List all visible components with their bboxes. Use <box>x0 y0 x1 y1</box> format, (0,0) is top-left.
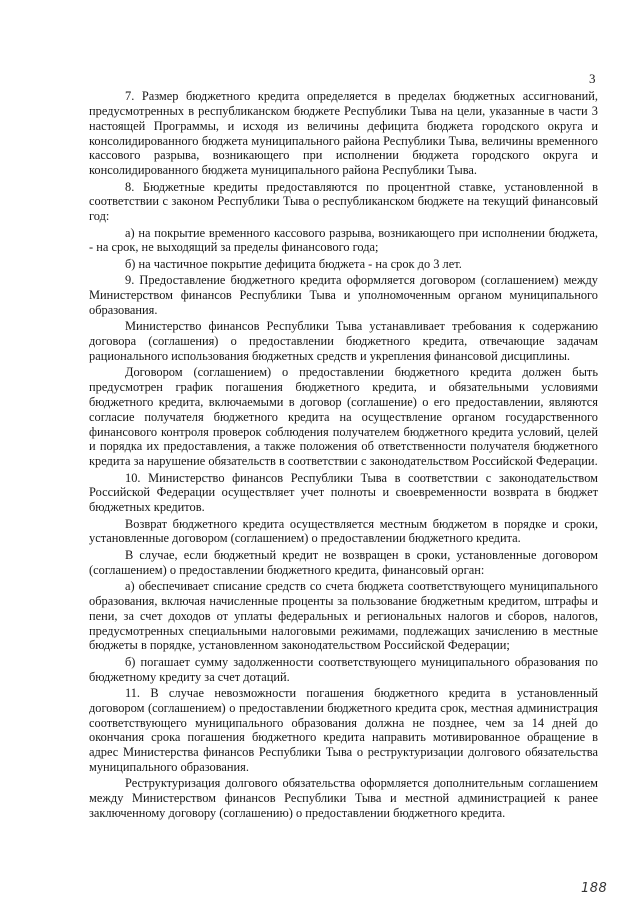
paragraph-10-repayment: Возврат бюджетного кредита осуществляется местным бюджетом в порядке и сроки, установленные договором (соглашением) о предоставлении бюджетного кредита. <box>89 516 598 546</box>
handwritten-page-mark: 188 <box>581 881 608 896</box>
paragraph-9-agreement: 9. Предоставление бюджетного кредита оформляется договором (соглашением) между Министерством финансов Республики Тыва и уполномоченным органом муниципального образования. <box>89 273 598 317</box>
paragraph-8a-cash-gap: а) на покрытие временного кассового разрыва, возникающего при исполнении бюджета, - на срок, не выходящий за пределы финансового года; <box>89 225 598 255</box>
paragraph-10a-write-off: а) обеспечивает списание средств со счета бюджета соответствующего муниципального образования, включая начисленные проценты за пользование бюджетным кредитом, штрафы и пени, за счет доходов от уплаты федеральных и региональных налогов и сборов, налогов, предусмотренных специальными налоговыми режимами, подлежащих зачислению в местные бюджеты в порядке, установленном законодательством Российской Федерации; <box>89 579 598 653</box>
paragraph-10b-debt-repayment: б) погашает сумму задолженности соответствующего муниципального образования по бюджетному кредиту за счет дотаций. <box>89 654 598 684</box>
paragraph-10-non-repayment: В случае, если бюджетный кредит не возвращен в сроки, установленные договором (соглашением) о предоставлении бюджетного кредита, финансовый орган: <box>89 547 598 577</box>
paragraph-9-requirements: Министерство финансов Республики Тыва устанавливает требования к содержанию договора (соглашения) о предоставлении бюджетного кредита, отвечающие задачам рационального использования бюджетных средств и укрепления финансовой дисциплины. <box>89 319 598 363</box>
document-body <box>89 89 598 821</box>
paragraph-7-budget-credit-size: 7. Размер бюджетного кредита определяется в пределах бюджетных ассигнований, предусмотренных в республиканском бюджете Республики Тыва на цели, указанные в части 3 настоящей Программы, и исходя из величины дефицита бюджета городского округа и консолидированного бюджета муниципального района Республики Тыва, величины временного кассового разрыва, возникающего при исполнении бюджета городского округа и консолидированного бюджета муниципального района Республики Тыва. <box>89 89 598 178</box>
paragraph-8b-deficit: б) на частичное покрытие дефицита бюджета - на срок до 3 лет. <box>125 256 462 271</box>
paragraph-11-restructuring-agreement: Реструктуризация долгового обязательства оформляется дополнительным соглашением между Министерством финансов Республики Тыва и местной администрацией к ранее заключенному договору (соглашению) о предоставлении бюджетного кредита. <box>89 776 598 821</box>
paragraph-8-interest-rate: 8. Бюджетные кредиты предоставляются по процентной ставке, установленной в соответствии с законом Республики Тыва о республиканском бюджете на текущий финансовый год: <box>89 179 598 224</box>
paragraph-9-schedule-conditions: Договором (соглашением) о предоставлении бюджетного кредита должен быть предусмотрен график погашения бюджетного кредита, и обязательными условиями бюджетного кредита, включаемыми в договор (соглашение) о его предоставлении, являются согласие получателя бюджетного кредита на осуществление органом государственного финансового контроля проверок соблюдения получателем бюджетного кредита условий, целей и порядка их предоставления, а также положения об ответственности получателя бюджетного кредита за нарушение обязательств в соответствии с законодательством Российской Федерации. <box>89 365 598 469</box>
paragraph-10-accounting: 10. Министерство финансов Республики Тыва в соответствии с законодательством Российской Федерации осуществляет учет полноты и своевременности возврата в бюджет бюджетных кредитов. <box>89 470 598 515</box>
paragraph-11-restructuring-request: 11. В случае невозможности погашения бюджетного кредита в установленный договором (соглашением) о предоставлении бюджетного кредита срок, местная администрация соответствующего муниципального образования должна не позднее, чем за 14 дней до окончания срока погашения бюджетного кредита направить мотивированное обращение в адрес Министерства финансов Республики Тыва о реструктуризации долгового обязательства муниципального образования. <box>89 685 598 775</box>
page-number: 3 <box>589 71 596 86</box>
